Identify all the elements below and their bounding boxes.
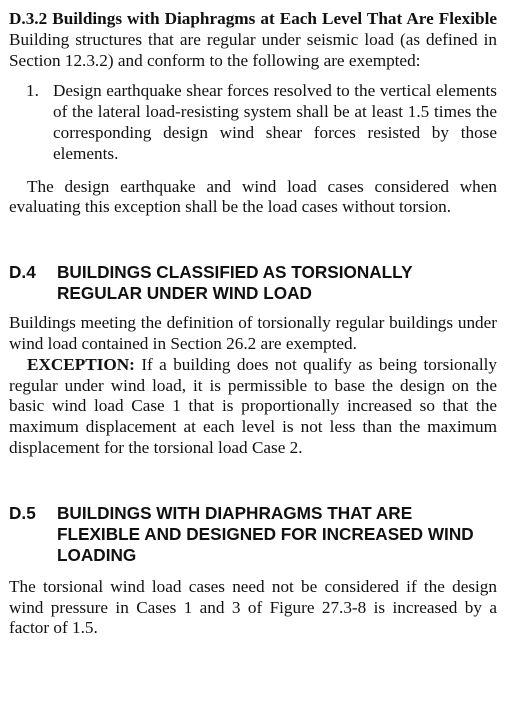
section-d5-heading bbox=[9, 503, 497, 566]
exception-text: If a building does not qualify as being torsionally regular under wind load, it is permissible to base the design on the basic wind load Case 1 that is proportionally increased so that the maximum displacement at each level is not less than the maximum displacement for the torsional load Case 2. bbox=[9, 354, 498, 457]
list-item-text: Design earthquake shear forces resolved to the vertical elements of the lateral load-resisting system shall be at least 1.5 times the corresponding design wind shear forces resisted by those elements. bbox=[53, 81, 497, 163]
section-d32-paragraph bbox=[9, 9, 497, 71]
section-d4-paragraph: Buildings meeting the definition of torsionally regular buildings under wind load contained in Section 26.2 are exempted. bbox=[9, 313, 497, 353]
section-d32-closing: The design earthquake and wind load cases considered when evaluating this exception shall be the load cases without torsion. bbox=[9, 176, 497, 217]
section-d5-paragraph: The torsional wind load cases need not be considered if the design wind pressure in Cases 1 and 3 of Figure 27.3-8 is increased by a factor of 1.5. bbox=[9, 576, 497, 638]
document-page bbox=[9, 6, 497, 639]
exception-label: EXCEPTION: bbox=[27, 354, 135, 374]
section-d4-heading bbox=[9, 262, 497, 304]
section-d4-title: BUILDINGS CLASSIFIED AS TORSIONALLY REGULAR UNDER WIND LOAD bbox=[57, 262, 413, 304]
section-d32-heading: D.3.2 Buildings with Diaphragms at Each Level That Are Flexible bbox=[9, 9, 497, 28]
list-item bbox=[9, 81, 497, 164]
section-d4-exception bbox=[9, 355, 497, 459]
section-d32-text: Building structures that are regular under seismic load (as defined in Section 12.3.2) and conform to the following are exempted: bbox=[9, 29, 497, 70]
section-d5-title: BUILDINGS WITH DIAPHRAGMS THAT ARE FLEXIBLE AND DESIGNED FOR INCREASED WIND LOADING bbox=[57, 502, 474, 565]
section-d5-number: D.5 bbox=[9, 502, 36, 523]
section-d4-number: D.4 bbox=[9, 262, 36, 283]
list-item-number: 1. bbox=[26, 81, 39, 101]
section-d32-list bbox=[9, 81, 497, 164]
